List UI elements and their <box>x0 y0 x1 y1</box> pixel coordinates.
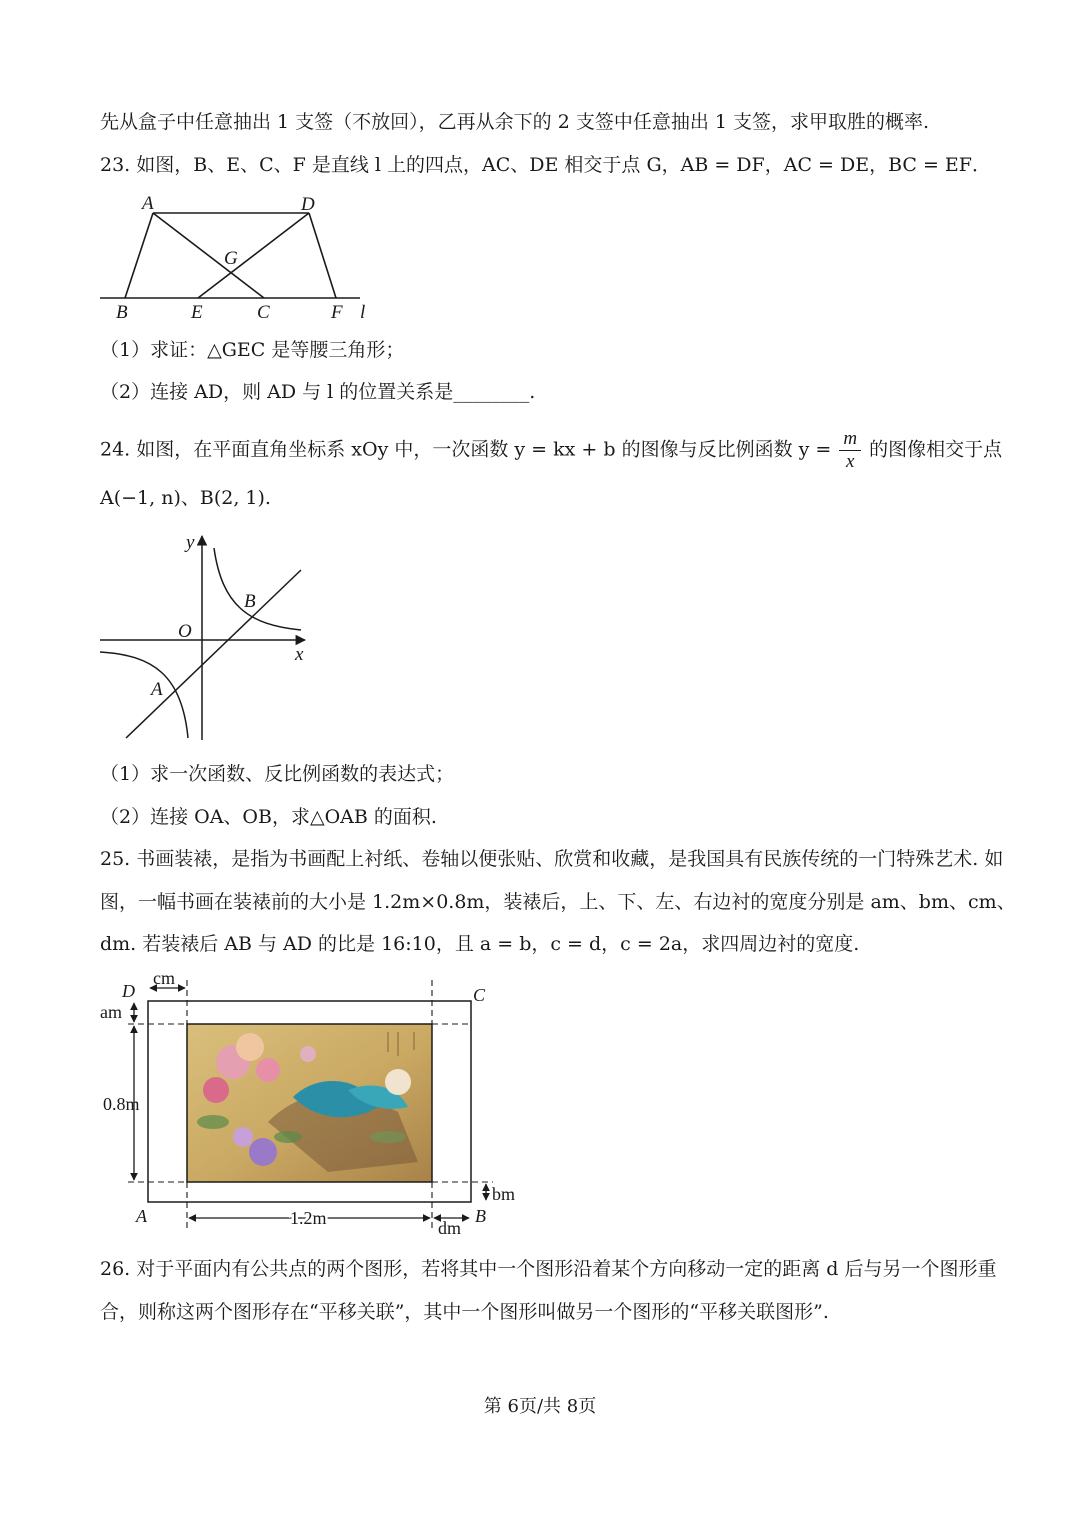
segment-DF <box>309 213 336 298</box>
question-23-part-1: （1）求证：△GEC 是等腰三角形； <box>100 339 405 361</box>
segment-AB <box>125 213 153 298</box>
label-A: A <box>142 193 154 214</box>
fraction-m-over-x <box>839 428 861 473</box>
label-D: D <box>122 981 135 1001</box>
question-24-text-tail: 的图像相交于点 <box>863 438 1003 461</box>
segment-DE <box>198 213 309 298</box>
axis-label-x: x <box>295 644 304 665</box>
question-23-part-2: （2）连接 AD，则 AD 与 l 的位置关系是________. <box>100 381 536 403</box>
point-label-B: B <box>244 591 256 612</box>
figure-23 <box>98 190 388 325</box>
question-24-part-2: （2）连接 OA、OB，求△OAB 的面积. <box>100 806 437 828</box>
label-width: 1.2m <box>290 1208 327 1228</box>
hyperbola-branch-2 <box>100 652 188 738</box>
question-25-line-3: dm. 若装裱后 AB 与 AD 的比是 16:10，且 a = b，c = d，c = 2a，求四周边衬的宽度. <box>100 933 860 955</box>
question-25-line-1: 25. 书画装裱，是指为书画配上衬纸、卷轴以便张贴、欣赏和收藏，是我国具有民族传统的一门特殊艺术. 如 <box>100 848 1004 870</box>
fraction-numerator: m <box>839 428 861 451</box>
question-24-stem <box>100 428 1002 473</box>
line-prev-question-end: 先从盒子中任意抽出 1 支签（不放回），乙再从余下的 2 支签中任意抽出 1 支签，求甲取胜的概率. <box>100 111 930 133</box>
question-25-line-2: 图，一幅书画在装裱前的大小是 1.2m×0.8m，装裱后，上、下、左、右边衬的宽度分别是 am、bm、cm、 <box>100 891 1016 913</box>
question-26-line-2: 合，则称这两个图形存在“平移关联”，其中一个图形叫做另一个图形的“平移关联图形”. <box>100 1301 829 1323</box>
label-am: am <box>100 1002 122 1022</box>
label-l: l <box>360 302 366 323</box>
question-24-points: A(−1, n)、B(2, 1). <box>100 487 271 509</box>
label-B: B <box>475 1206 486 1226</box>
label-C: C <box>473 985 486 1005</box>
hyperbola-branch-1 <box>214 548 301 630</box>
figure-25 <box>98 972 528 1240</box>
label-F: F <box>331 302 343 323</box>
label-B: B <box>116 302 128 323</box>
point-label-A: A <box>151 679 163 700</box>
segment-AC <box>153 213 264 298</box>
fraction-denominator: x <box>845 451 855 472</box>
label-D: D <box>301 194 315 215</box>
label-C: C <box>257 302 270 323</box>
label-E: E <box>191 302 203 323</box>
question-26-line-1: 26. 对于平面内有公共点的两个图形，若将其中一个图形沿着某个方向移动一定的距离 d 后与另一个图形重 <box>100 1258 997 1280</box>
question-24-part-1: （1）求一次函数、反比例函数的表达式； <box>100 763 455 785</box>
label-A: A <box>136 1206 147 1226</box>
label-cm: cm <box>153 972 175 988</box>
axis-label-y: y <box>186 532 195 553</box>
label-dm: dm <box>438 1218 462 1238</box>
linear-function-line <box>126 570 301 738</box>
question-24-text: 24. 如图，在平面直角坐标系 xOy 中，一次函数 y = kx + b 的图像与反比例函数 y = <box>100 438 838 461</box>
page-footer: 第 6页/共 8页 <box>483 1396 597 1417</box>
painting-image <box>187 1024 432 1182</box>
origin-label-O: O <box>178 621 192 642</box>
question-23-stem: 23. 如图，B、E、C、F 是直线 l 上的四点，AC、DE 相交于点 G，AB = DF，AC = DE，BC = EF． <box>100 154 991 176</box>
figure-24 <box>98 530 313 745</box>
label-bm: bm <box>492 1184 516 1204</box>
label-G: G <box>224 248 238 269</box>
label-height: 0.8m <box>103 1094 140 1114</box>
